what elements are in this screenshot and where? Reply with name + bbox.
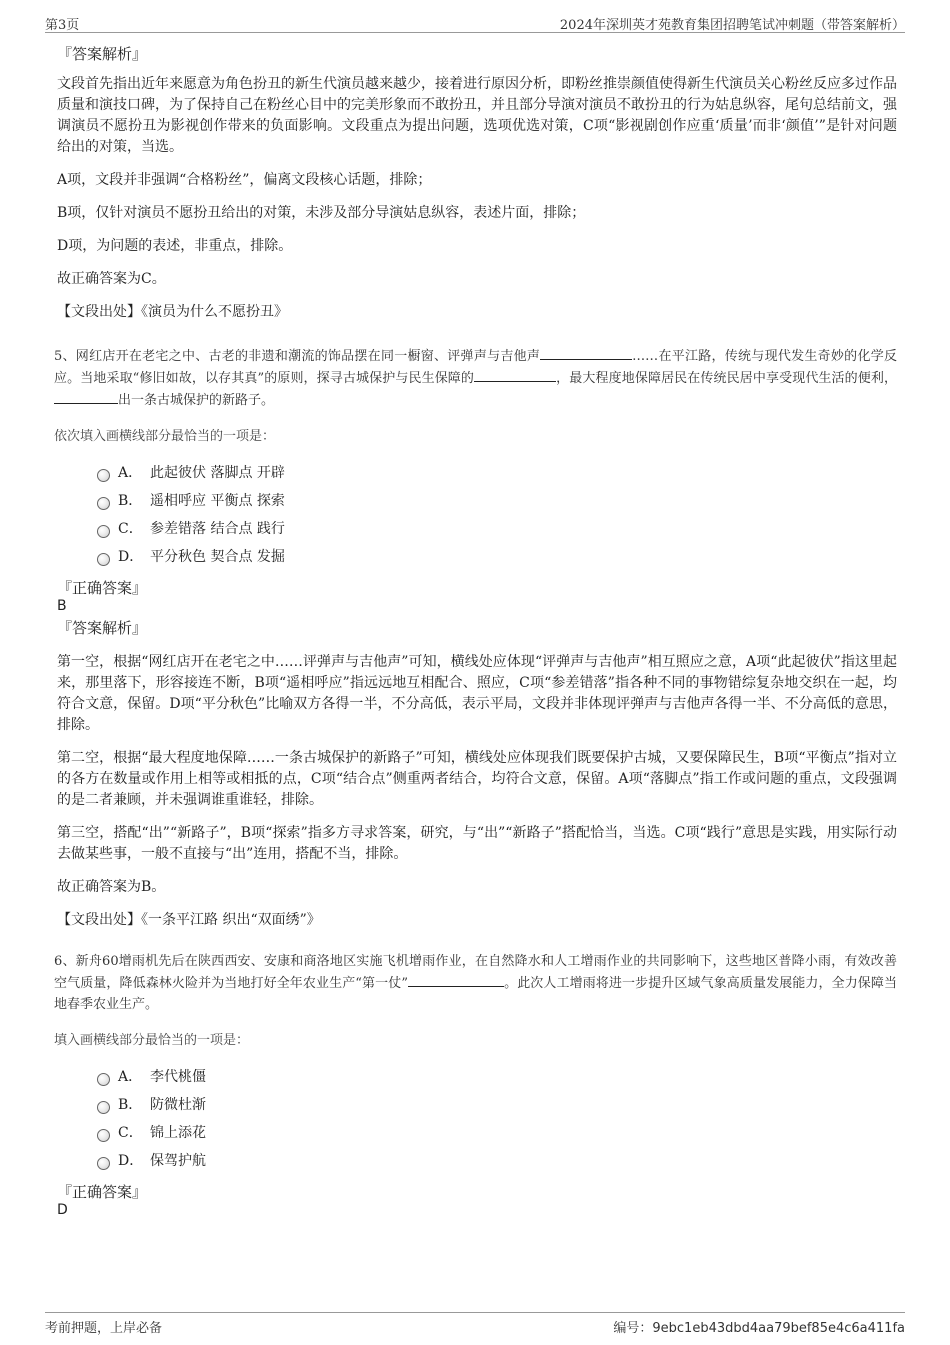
- analysis-conclusion: 故正确答案为B。: [57, 879, 166, 895]
- page-header: [45, 12, 905, 33]
- fill-blank: [540, 345, 632, 360]
- question-5-options: [97, 458, 897, 570]
- analysis-paragraph: 第二空，根据“最大程度地保障……一条古城保护的新路子”可知，横线处应体现我们既要保护古城，又要保障民生，B项“平衡点”指对立的各方在数量或作用上相等或相抵的点，C项“结合点”侧重两者结合，均符合文意，保留。A项“落脚点”指工作或问题的重点，文段强调的是二者兼顾，并未强调谁重谁轻，排除。: [57, 750, 897, 808]
- analysis-paragraph: A项，文段并非强调“合格粉丝”，偏离文段核心话题，排除；: [57, 172, 432, 188]
- analysis-conclusion: 故正确答案为C。: [57, 271, 166, 287]
- question-5-prompt: 依次填入画横线部分最恰当的一项是：: [54, 429, 276, 444]
- analysis-paragraph: 第一空，根据“网红店开在老宅之中……评弹声与吉他声”可知，横线处应体现“评弹声与吉他声”相互照应之意，A项“此起彼伏”指这里起来，那里落下，形容接连不断，B项“遥相呼应”指远远地互相配合、照应，C项“参差错落”指各种不同的事物错综复杂地交织在一起，均符合文意，保留。D项“平分秋色”比喻双方各得一半，不分高低，表示平局，文段并非体现评弹声与吉他声各得一半、不分高低的意思，排除。: [57, 654, 897, 733]
- option-c[interactable]: C． 参差错落 结合点 践行: [97, 514, 897, 542]
- passage-source: 【文段出处】《一条平江路 织出“双面绣”》: [57, 912, 321, 928]
- question-6-prompt: 填入画横线部分最恰当的一项是：: [54, 1033, 250, 1048]
- analysis-paragraph: 文段首先指出近年来愿意为角色扮丑的新生代演员越来越少，接着进行原因分析，即粉丝推崇颜值使得新生代演员关心粉丝反应多过作品质量和演技口碑，为了保持自己在粉丝心目中的完美形象而不敢扮丑，并且部分导演对演员不敢扮丑的行为姑息纵容，尾句总结前文，强调演员不愿扮丑为影视创作带来的负面影响。文段重点为提出问题，选项优选对策，C项“影视剧创作应重‘质量’而非‘颜值’”是针对问题给出的对策，当选。: [57, 76, 897, 155]
- radio-button[interactable]: [97, 1157, 110, 1170]
- analysis-label: 『答案解析』: [57, 619, 148, 637]
- radio-button[interactable]: [97, 553, 110, 566]
- option-a[interactable]: A． 李代桃僵: [97, 1062, 897, 1090]
- analysis-label: 『答案解析』: [57, 45, 148, 63]
- analysis-paragraph: B项，仅针对演员不愿扮丑给出的对策，未涉及部分导演姑息纵容，表述片面，排除；: [57, 205, 586, 221]
- radio-button[interactable]: [97, 1073, 110, 1086]
- option-b[interactable]: B． 防微杜渐: [97, 1090, 897, 1118]
- correct-answer-label: 『正确答案』: [57, 579, 148, 597]
- question-6-options: [97, 1062, 897, 1174]
- radio-button[interactable]: [97, 525, 110, 538]
- option-b[interactable]: B． 遥相呼应 平衡点 探索: [97, 486, 897, 514]
- radio-button[interactable]: [97, 469, 110, 482]
- correct-answer-value: D: [57, 1202, 68, 1218]
- fill-blank: [474, 367, 556, 382]
- option-c[interactable]: C． 锦上添花: [97, 1118, 897, 1146]
- question-6-text: 6、新舟60增雨机先后在陕西西安、安康和商洛地区实施飞机增雨作业，在自然降水和人工增雨作业的共同影响下，这些地区普降小雨，有效改善空气质量，降低森林火险并为当地打好全年农业生产“第一仗” 。此次人工增雨将进一步提升区域气象高质量发展能力，全力保障当地春季农业生产。: [54, 954, 897, 1012]
- document-code-value: 9ebc1eb43dbd4aa79bef85e4c6a411fa: [652, 1321, 905, 1336]
- option-a[interactable]: A． 此起彼伏 落脚点 开辟: [97, 458, 897, 486]
- radio-button[interactable]: [97, 1101, 110, 1114]
- document-code: 编号：9ebc1eb43dbd4aa79bef85e4c6a411fa: [613, 1321, 905, 1336]
- analysis-paragraph: D项，为问题的表述，非重点，排除。: [57, 238, 293, 254]
- fill-blank: [408, 972, 504, 987]
- passage-source: 【文段出处】《演员为什么不愿扮丑》: [57, 304, 288, 320]
- option-d[interactable]: D． 平分秋色 契合点 发掘: [97, 542, 897, 570]
- question-5-text: 5、网红店开在老宅之中、古老的非遗和潮流的饰品摆在同一橱窗、评弹声与吉他声 ……在平江路，传统与现代发生奇妙的化学反应。当地采取“修旧如故，以存其真”的原则，探寻古城保护与民生保障的 ，最大程度地保障居民在传统民居中享受现代生活的便利，出一条古城保护的新路子。: [54, 345, 897, 411]
- radio-button[interactable]: [97, 497, 110, 510]
- fill-blank: [54, 389, 118, 404]
- page-footer: [45, 1312, 905, 1335]
- footer-slogan: 考前押题，上岸必备: [45, 1321, 163, 1336]
- correct-answer-label: 『正确答案』: [57, 1183, 148, 1201]
- page-content: [54, 44, 897, 1222]
- radio-button[interactable]: [97, 1129, 110, 1142]
- option-d[interactable]: D． 保驾护航: [97, 1146, 897, 1174]
- analysis-paragraph: 第三空，搭配“出”“新路子”，B项“探索”指多方寻求答案，研究，与“出”“新路子”搭配恰当，当选。C项“践行”意思是实践，用实际行动去做某些事，一般不直接与“出”连用，搭配不当，排除。: [57, 825, 897, 862]
- correct-answer-value: B: [57, 598, 67, 614]
- document-title: 2024年深圳英才苑教育集团招聘笔试冲刺题（带答案解析）: [559, 18, 905, 33]
- page-number: 第3页: [45, 18, 80, 33]
